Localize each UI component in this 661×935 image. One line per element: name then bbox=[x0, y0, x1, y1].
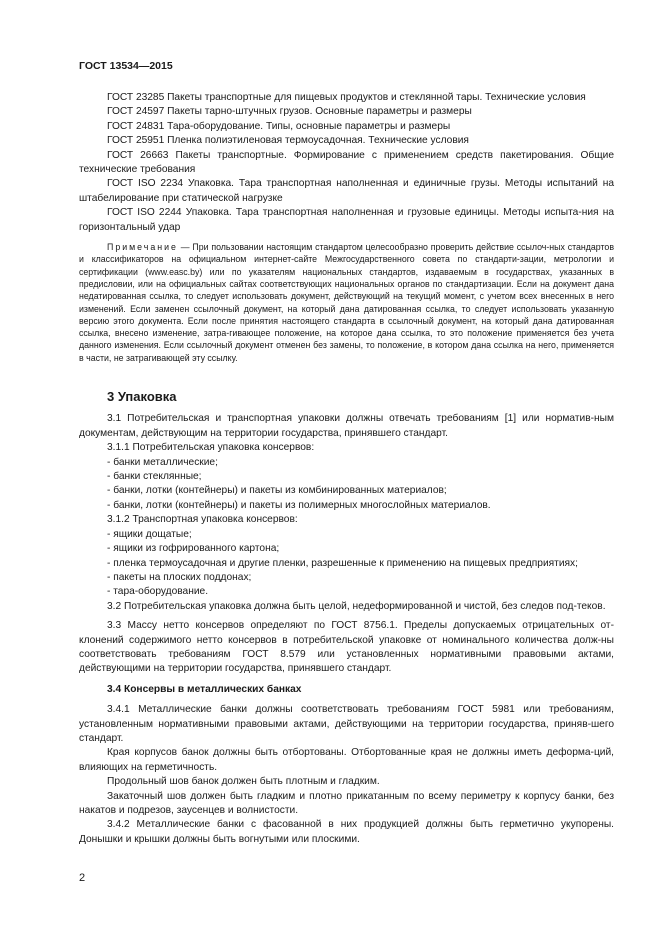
note-label: Примечание bbox=[107, 242, 178, 253]
page-content bbox=[79, 91, 614, 847]
ref-gost-26663: ГОСТ 26663 Пакеты транспортные. Формирование с применением средств пакетирования. Общие технические требования bbox=[79, 149, 614, 176]
ref-gost-iso-2244: ГОСТ ISO 2244 Упаковка. Тара транспортная наполненная и грузовые единицы. Методы испыта-ния на горизонтальный удар bbox=[79, 207, 614, 233]
ref-gost-iso-2234: ГОСТ ISO 2234 Упаковка. Тара транспортная наполненная и единичные грузы. Методы испытаний на штабелирование при статической нагрузке bbox=[79, 178, 614, 204]
list-item: - тара-оборудование. bbox=[107, 586, 209, 598]
ref-gost-25951: ГОСТ 25951 Пленка полиэтиленовая термоусадочная. Технические условия bbox=[107, 135, 469, 147]
list-item: - пакеты на плоских поддонах; bbox=[107, 571, 252, 583]
list-item: - банки стеклянные; bbox=[107, 471, 202, 483]
seam-paragraph: Продольный шов банок должен быть плотным и гладким. bbox=[107, 776, 380, 788]
closing-seam-paragraph: Закаточный шов должен быть гладким и плотно прикатанным по всему периметру к корпусу банки, без накатов и подрезов, заусенцев и волнистости. bbox=[79, 790, 614, 816]
clause-3-1-1: 3.1.1 Потребительская упаковка консервов: bbox=[107, 442, 315, 454]
list-item: - банки металлические; bbox=[107, 456, 218, 468]
list-item: - ящики дощатые; bbox=[107, 528, 192, 540]
clause-3-4-1: 3.4.1 Металлические банки должны соответствовать требованиям ГОСТ 5981 или требованиям, установленным нормативными правовыми актами, действующими на территории государства, приняв-шего стандарт. bbox=[79, 704, 614, 744]
ref-gost-23285: ГОСТ 23285 Пакеты транспортные для пищевых продуктов и стеклянной тары. Технические условия bbox=[107, 92, 586, 103]
clause-3-1: 3.1 Потребительская и транспортная упаковки должны отвечать требованиям [1] или норматив-ным документам, действующим на территории государства, принявшего стандарт. bbox=[79, 413, 614, 439]
clause-3-2: 3.2 Потребительская упаковка должна быть целой, недеформированной и чистой, без следов под-теков. bbox=[107, 600, 606, 612]
list-item: - банки, лотки (контейнеры) и пакеты из комбинированных материалов; bbox=[107, 485, 447, 497]
list-item: - банки, лотки (контейнеры) и пакеты из полимерных многослойных материалов. bbox=[107, 499, 491, 511]
ref-gost-24831: ГОСТ 24831 Тара-оборудование. Типы, основные параметры и размеры bbox=[107, 120, 451, 132]
note-text: — При пользовании настоящим стандартом целесообразно проверить действие ссылоч-ных стандартов и классификаторов на официальном интернет-сайте Межгосударственного совета по стандарти-зации, метрологии и сертификации (www.easc.by) или по указателям национальных стандартов, издаваемым в государствах, указанных в предисловии, или на официальных сайтах соответствующих национальных органов по стандартизации. Если на документ дана недатированная ссылка, то следует использовать документ, действующий на текущий момент, с учетом всех внесенных в него изменений. Если заменен ссылочный документ, на который дана датированная ссылка, то следует использовать указанную версию этого документа. Если после принятия настоящего стандарта в ссылочный документ, на который дана датированная ссылка, внесено изменение, затра-гивающее положение, на которое дана ссылка, то это положение применяется без учета данного изменения. Если ссылочный документ отменен без замены, то положение, в котором дана ссылка на него, применяется в части, не затрагивающей эту ссылку. bbox=[79, 242, 614, 363]
document-code-header: ГОСТ 13534—2015 bbox=[79, 60, 173, 72]
page-number: 2 bbox=[79, 872, 86, 884]
note-paragraph bbox=[79, 241, 614, 364]
ref-gost-24597: ГОСТ 24597 Пакеты тарно-штучных грузов. Основные параметры и размеры bbox=[107, 106, 472, 118]
section-3-heading: 3 Упаковка bbox=[107, 389, 177, 405]
subsection-3-4-heading: 3.4 Консервы в металлических банках bbox=[107, 683, 302, 695]
list-item: - ящики из гофрированного картона; bbox=[107, 543, 280, 555]
clause-3-4-2: 3.4.2 Металлические банки с фасованной в них продукцией должны быть герметично укупорены. Донышки и крышки должны быть вогнутыми или плоскими. bbox=[79, 819, 614, 845]
list-item: - пленка термоусадочная и другие пленки, разрешенные к применению на пищевых предприятиях; bbox=[107, 557, 578, 569]
edges-paragraph: Края корпусов банок должны быть отбортованы. Отбортованные края не должны иметь деформа-ций, влияющих на герметичность. bbox=[79, 747, 614, 773]
clause-3-3: 3.3 Массу нетто консервов определяют по ГОСТ 8756.1. Пределы допускаемых отрицательных от-клонений содержимого нетто консервов в потребительской упаковке от номинального количества долж-ны соответствовать требованиям ГОСТ 8.579 или установленных нормативными правовыми актами, действующими на территории государства, принявшего стандарт. bbox=[79, 620, 614, 675]
clause-3-1-2: 3.1.2 Транспортная упаковка консервов: bbox=[107, 514, 298, 526]
